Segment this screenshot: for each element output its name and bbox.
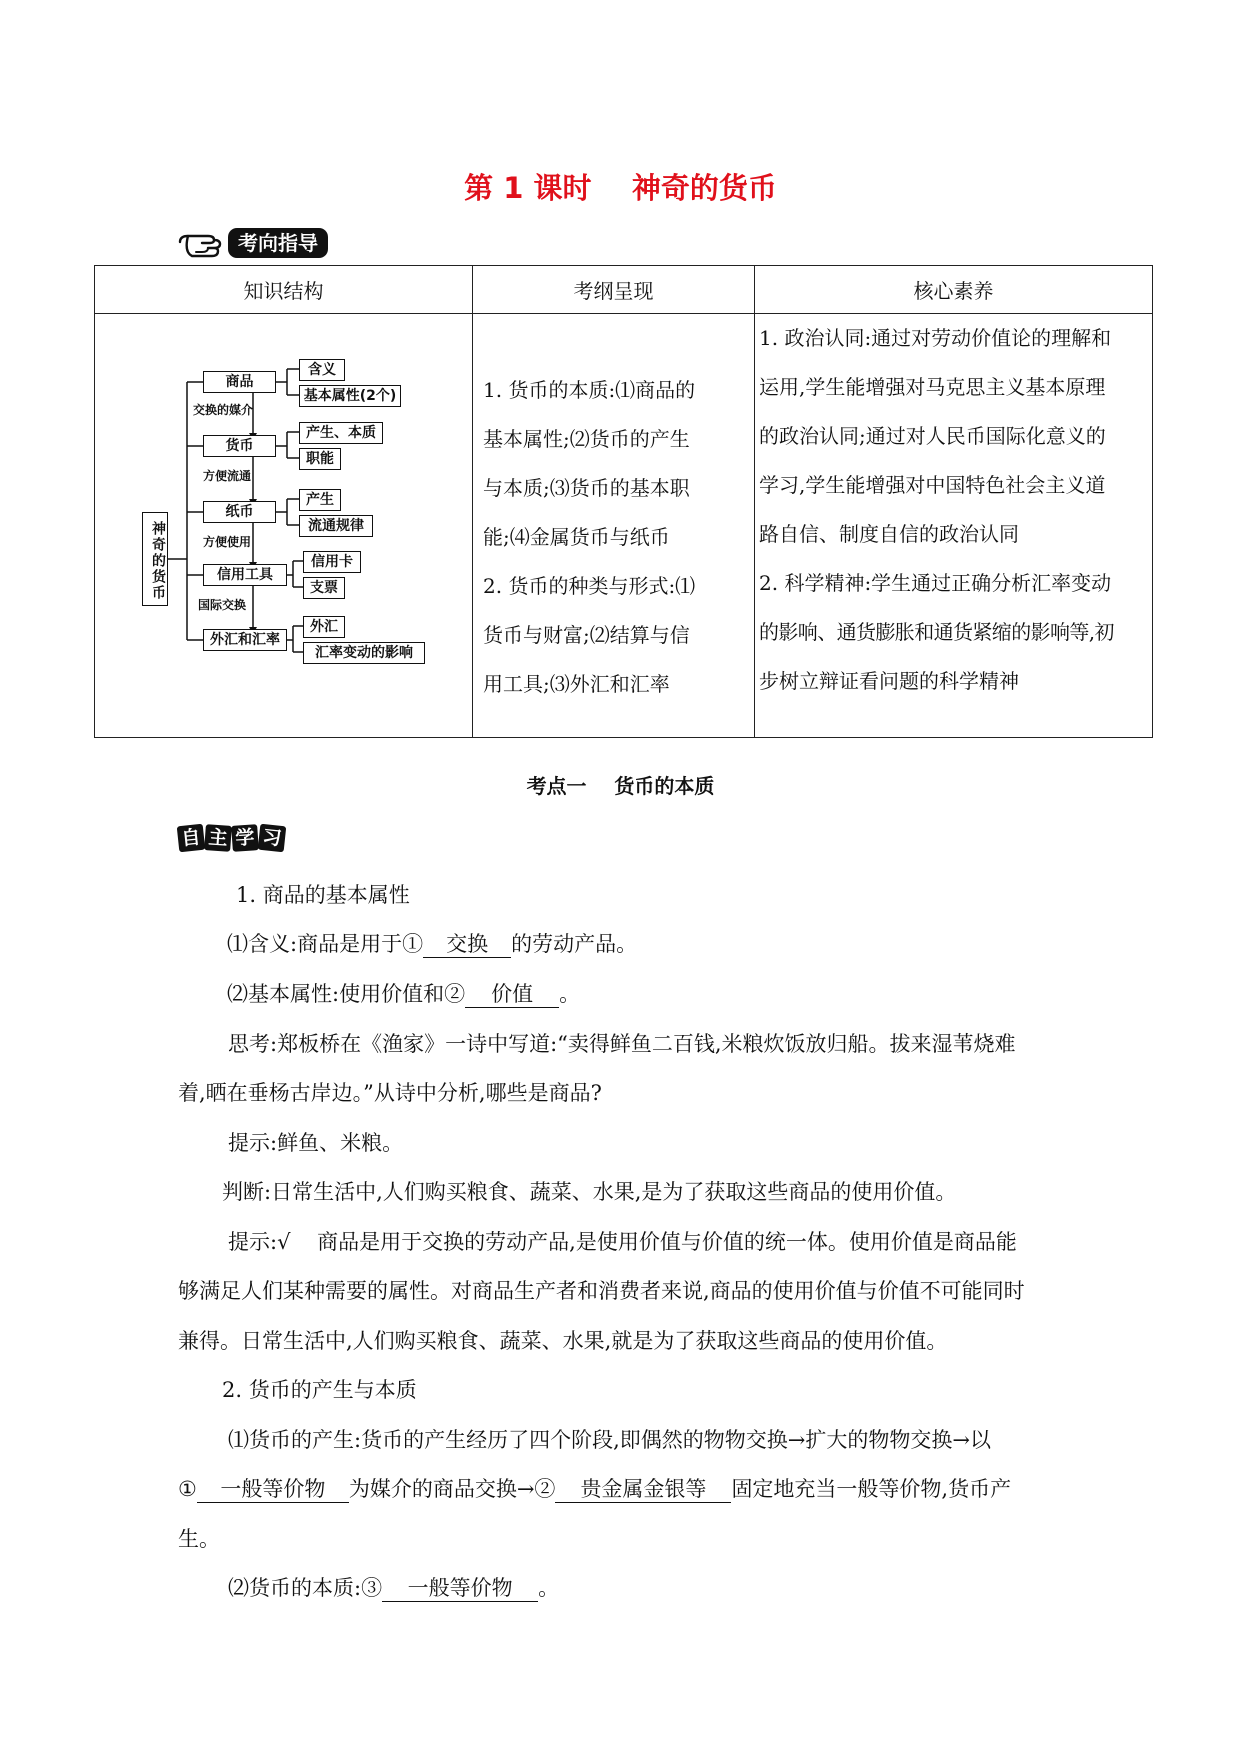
- diagram-node-forex: 外汇和汇率: [203, 629, 287, 651]
- literacy-line: 的政治认同;通过对人民币国际化意义的: [759, 424, 1106, 448]
- diagram-connector-label: 交换的媒介: [193, 403, 254, 417]
- hint-line: 兼得。日常生活中,人们购买粮食、蔬菜、水果,就是为了获取这些商品的使用价值。: [178, 1329, 948, 1353]
- pointing-hand-icon: [178, 228, 230, 260]
- text: 为媒介的商品交换→②: [348, 1477, 556, 1501]
- literacy-line: 路自信、制度自信的政治认同: [759, 522, 1019, 546]
- diagram-leaf: 流通规律: [299, 515, 373, 537]
- syllabus-line: 基本属性;⑵货币的产生: [483, 427, 690, 451]
- literacy-cell: [755, 314, 1153, 738]
- diagram-leaf: 汇率变动的影响: [303, 642, 425, 664]
- diagram-node-paper-money: 纸币: [203, 501, 276, 523]
- diagram-leaf: 职能: [299, 448, 341, 470]
- text: ⑵货币的本质:③: [228, 1576, 383, 1600]
- heading-money-origin: 2. 货币的产生与本质: [222, 1378, 417, 1402]
- syllabus-line: 2. 货币的种类与形式:⑴: [483, 574, 696, 598]
- answer-blank-3: 一般等价物: [197, 1476, 349, 1503]
- answer-blank-4: 贵金属金银等: [555, 1476, 731, 1503]
- paragraph-money-origin: [178, 1474, 1011, 1504]
- diagram-connector-label: 国际交换: [198, 598, 247, 612]
- diagram-root: 神奇的货币: [142, 512, 168, 606]
- syllabus-cell: [473, 314, 755, 738]
- literacy-line: 2. 科学精神:学生通过正确分析汇率变动: [759, 571, 1112, 595]
- paragraph-money-origin: 生。: [178, 1527, 220, 1551]
- diagram-connector-label: 方便流通: [203, 469, 252, 483]
- diagram-leaf: 信用卡: [303, 551, 361, 573]
- self-study-badge: [178, 823, 298, 857]
- guide-badge: [178, 226, 338, 262]
- text: 固定地充当一般等价物,货币产: [731, 1477, 1012, 1501]
- literacy-line: 步树立辩证看问题的科学精神: [759, 669, 1019, 693]
- diagram-leaf: 含义: [299, 359, 345, 381]
- header-syllabus: 考纲呈现: [473, 266, 755, 314]
- section-title: 考点一 货币的本质: [526, 774, 715, 798]
- diagram-leaf: 基本属性(2个): [299, 385, 401, 407]
- page-title: 第 1 课时 神奇的货币: [464, 171, 777, 205]
- text: ⑵基本属性:使用价值和②: [227, 982, 466, 1006]
- syllabus-line: 与本质;⑶货币的基本职: [483, 476, 690, 500]
- header-structure: 知识结构: [95, 266, 473, 314]
- answer-blank-5: 一般等价物: [382, 1575, 538, 1602]
- self-study-badge-char: 主: [204, 824, 232, 852]
- text: ①: [178, 1477, 197, 1501]
- diagram-leaf: 产生: [299, 489, 341, 511]
- self-study-badge-char: 习: [258, 824, 287, 853]
- diagram-leaf: 支票: [303, 577, 345, 599]
- text: 。: [559, 982, 581, 1006]
- literacy-line: 学习,学生能增强对中国特色社会主义道: [759, 473, 1106, 497]
- literacy-line: 1. 政治认同:通过对劳动价值论的理解和: [759, 326, 1112, 350]
- think-question-line: 思考:郑板桥在《渔家》一诗中写道:“卖得鲜鱼二百钱,米粮炊饭放归船。拔来湿苇烧难: [228, 1032, 1016, 1056]
- literacy-line: 运用,学生能增强对马克思主义基本原理: [759, 375, 1106, 399]
- knowledge-structure-cell: [95, 314, 473, 738]
- syllabus-line: 能;⑷金属货币与纸币: [483, 525, 670, 549]
- syllabus-line: 用工具;⑶外汇和汇率: [483, 672, 670, 696]
- overview-table: [94, 265, 1153, 738]
- answer-blank-1: 交换: [423, 931, 511, 958]
- header-literacy: 核心素养: [755, 266, 1153, 314]
- syllabus-line: 货币与财富;⑵结算与信: [483, 623, 690, 647]
- knowledge-diagram: [95, 314, 472, 737]
- diagram-node-credit-tools: 信用工具: [203, 564, 287, 586]
- diagram-leaf: 产生、本质: [299, 422, 383, 444]
- paragraph-definition: [227, 929, 637, 959]
- literacy-line: 的影响、通货膨胀和通货紧缩的影响等,初: [759, 620, 1114, 644]
- hint-line: 够满足人们某种需要的属性。对商品生产者和消费者来说,商品的使用价值与价值不可能同时: [178, 1279, 1025, 1303]
- paragraph-money-origin: ⑴货币的产生:货币的产生经历了四个阶段,即偶然的物物交换→扩大的物物交换→以: [228, 1428, 991, 1452]
- heading-commodity-attributes: 1. 商品的基本属性: [236, 883, 410, 907]
- self-study-badge-char: 自: [177, 824, 206, 853]
- answer-blank-2: 价值: [465, 981, 559, 1008]
- hint-line: 提示:√ 商品是用于交换的劳动产品,是使用价值与价值的统一体。使用价值是商品能: [228, 1230, 1017, 1254]
- diagram-leaf: 外汇: [303, 616, 345, 638]
- think-question-line: 着,晒在垂杨古岸边。”从诗中分析,哪些是商品?: [178, 1081, 602, 1105]
- judge-statement: 判断:日常生活中,人们购买粮食、蔬菜、水果,是为了获取这些商品的使用价值。: [222, 1180, 957, 1204]
- text: ⑴含义:商品是用于①: [227, 932, 424, 956]
- self-study-badge-char: 学: [231, 824, 259, 852]
- text: 的劳动产品。: [511, 932, 638, 956]
- text: 。: [538, 1576, 560, 1600]
- syllabus-line: 1. 货币的本质:⑴商品的: [483, 378, 696, 402]
- diagram-node-money: 货币: [203, 435, 276, 457]
- hint-line: 提示:鲜鱼、米粮。: [228, 1131, 404, 1155]
- diagram-connector-label: 方便使用: [203, 535, 252, 549]
- paragraph-basic-attributes: [227, 979, 580, 1009]
- paragraph-money-essence: [228, 1573, 559, 1603]
- guide-badge-label: 考向指导: [228, 228, 328, 258]
- diagram-node-commodity: 商品: [203, 371, 276, 393]
